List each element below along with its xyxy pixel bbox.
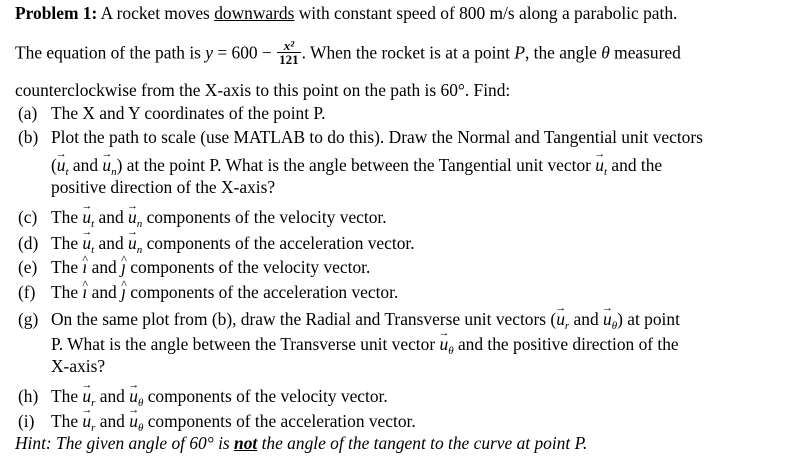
- subscript-theta: θ: [448, 345, 454, 357]
- subscript-r: r: [564, 320, 570, 332]
- hint-text: P.: [574, 433, 588, 453]
- subscript-theta: θ: [137, 397, 144, 409]
- hint: [15, 432, 587, 454]
- unit-vector-u: → u: [82, 383, 91, 407]
- unit-vector-u: → u: [128, 230, 137, 254]
- text: The: [51, 257, 79, 277]
- part-f: [18, 281, 398, 303]
- part-tag: (d): [18, 233, 39, 253]
- part-text: The X and Y coordinates of the point P.: [51, 103, 326, 123]
- text: and: [98, 233, 124, 253]
- subscript-theta: θ: [611, 320, 618, 332]
- text: P. What is the angle between the Transverse unit vector: [51, 334, 436, 354]
- part-tag: (h): [18, 386, 39, 406]
- subscript-n: n: [136, 244, 143, 256]
- part-text: Plot the path to scale (use MATLAB to do this). Draw the Normal and Tangential unit vectors: [51, 127, 703, 147]
- unit-vector-u: → u: [439, 331, 448, 355]
- problem-line-3: [15, 79, 510, 101]
- hint-text: the angle of the tangent to the curve at point: [261, 433, 571, 453]
- subscript-t: t: [604, 166, 608, 178]
- part-g-line-2: [51, 331, 679, 362]
- var-theta: θ: [601, 42, 610, 63]
- text: counterclockwise from the X-axis to this point on the path is 60°. Find:: [15, 80, 511, 100]
- part-a: [18, 102, 326, 124]
- unit-vector-i-hat: ^ ı: [82, 281, 87, 303]
- text: measured: [614, 42, 681, 63]
- part-tag: (i): [18, 411, 35, 431]
- part-tag: (a): [18, 103, 38, 123]
- unit-vector-u: → u: [603, 306, 612, 330]
- text: The: [51, 386, 79, 406]
- text: The: [51, 411, 79, 431]
- text: ) at the point P. What is the angle between the Tangential unit vector: [116, 155, 591, 175]
- text: On the same plot from (b), draw the Radial and Transverse unit vectors (: [51, 309, 557, 329]
- text: and: [98, 207, 124, 227]
- hint-emphasis: not: [234, 433, 258, 453]
- unit-vector-u: → u: [556, 306, 565, 330]
- unit-vector-u: → u: [82, 230, 91, 254]
- fraction: [277, 39, 301, 66]
- text: A rocket moves: [100, 3, 210, 23]
- part-tag: (b): [18, 127, 39, 147]
- problem-heading: Problem 1:: [15, 3, 98, 23]
- fraction-numerator: x²: [277, 39, 301, 53]
- text: components of the velocity vector.: [130, 257, 371, 277]
- text: and: [72, 155, 99, 175]
- text: The: [51, 233, 79, 253]
- fraction-denominator: 121: [279, 52, 299, 67]
- hint-text: is: [218, 433, 230, 453]
- text: and: [573, 309, 599, 329]
- hint-text: Hint: The given angle of 60°: [15, 433, 214, 453]
- text: (: [51, 155, 57, 175]
- text: X-axis?: [51, 356, 106, 376]
- unit-vector-u: → u: [129, 408, 138, 432]
- subscript-n: n: [111, 166, 117, 178]
- unit-vector-i-hat: ^ ı: [82, 256, 87, 278]
- text: components of the velocity vector.: [147, 386, 388, 406]
- unit-vector-u: → u: [595, 152, 604, 176]
- text: , the angle: [524, 42, 597, 63]
- text: and: [99, 386, 125, 406]
- part-tag: (e): [18, 257, 38, 277]
- subscript-r: r: [91, 422, 96, 434]
- equation-part: = 600 −: [217, 42, 272, 63]
- underlined-word: downwards: [214, 3, 295, 23]
- text: The: [51, 282, 79, 302]
- var-y: y: [205, 42, 214, 63]
- text: components of the acceleration vector.: [147, 411, 416, 431]
- subscript-t: t: [91, 244, 95, 256]
- unit-vector-u: → u: [82, 204, 91, 228]
- subscript-theta: θ: [137, 422, 144, 434]
- part-tag: (f): [18, 282, 36, 302]
- unit-vector-j-hat: ^ ȷ: [121, 256, 126, 278]
- subscript-t: t: [91, 218, 95, 230]
- problem-line-1: [15, 2, 677, 24]
- text: and: [91, 257, 117, 277]
- unit-vector-u: → u: [102, 152, 111, 176]
- var-p: P: [514, 42, 525, 63]
- text: and the positive direction of the: [457, 334, 679, 354]
- unit-vector-u: → u: [129, 383, 138, 407]
- text: . When the rocket is at a point: [301, 42, 510, 63]
- subscript-r: r: [91, 397, 96, 409]
- unit-vector-u: → u: [128, 204, 137, 228]
- text: ) at point: [617, 309, 680, 329]
- problem-line-2: [15, 38, 681, 68]
- subscript-n: n: [136, 218, 143, 230]
- part-g-line-3: [51, 355, 105, 377]
- text: positive direction of the X-axis?: [51, 177, 276, 197]
- part-tag: (g): [18, 309, 39, 329]
- text: and: [91, 282, 117, 302]
- subscript-t: t: [65, 166, 69, 178]
- unit-vector-u: → u: [57, 152, 66, 176]
- text: components of the velocity vector.: [146, 207, 387, 227]
- text: with constant speed of 800 m/s along a parabolic path.: [298, 3, 678, 23]
- text: The: [51, 207, 79, 227]
- text: The equation of the path is: [15, 42, 201, 63]
- part-tag: (c): [18, 207, 38, 227]
- unit-vector-u: → u: [82, 408, 91, 432]
- part-e: [18, 256, 370, 278]
- text: components of the acceleration vector.: [146, 233, 415, 253]
- unit-vector-j-hat: ^ ȷ: [121, 281, 126, 303]
- text: components of the acceleration vector.: [130, 282, 399, 302]
- text: and the: [611, 155, 663, 175]
- text: and: [99, 411, 125, 431]
